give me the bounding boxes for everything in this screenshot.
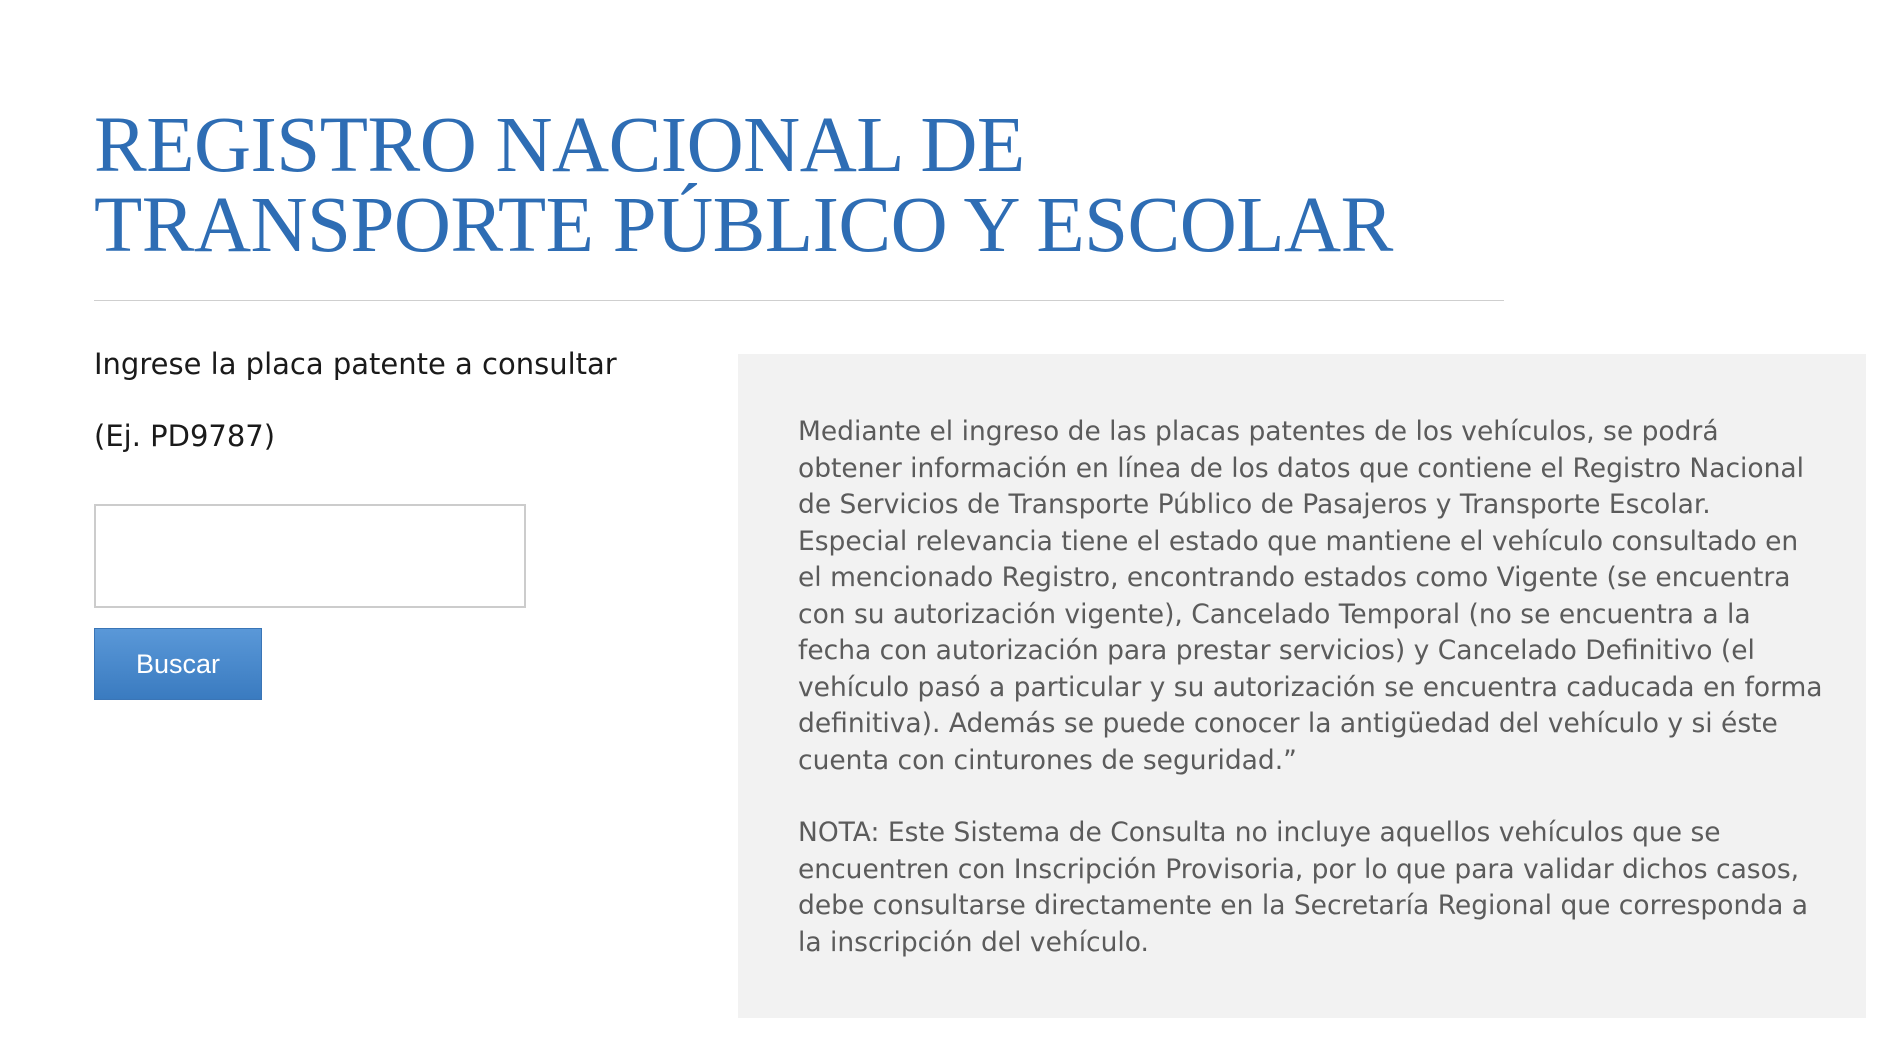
plate-input[interactable] xyxy=(94,504,526,608)
page-title-line-1: REGISTRO NACIONAL DE xyxy=(94,102,1025,189)
search-form xyxy=(94,344,714,679)
plate-example-hint: (Ej. PD9787) xyxy=(94,419,276,453)
info-description: Mediante el ingreso de las placas patentes de los vehículos, se podrá obtener información en línea de los datos que contiene el Registro Nacional de Servicios de Transporte Público de Pasajeros y Transporte Escolar. Especial relevancia tiene el estado que mantiene el vehículo consultado en el mencionado Registro, encontrando estados como Vigente (se encuentra con su autorización vigente), Cancelado Temporal (no se encuentra a la fecha con autorización para prestar servicios) y Cancelado Definitivo (el vehículo pasó a particular y su autorización se encuentra caducada en forma definitiva). Además se puede conocer la antigüedad del vehículo y si éste cuenta con cinturones de seguridad.” xyxy=(798,416,1823,776)
search-button[interactable]: Buscar xyxy=(94,628,262,700)
page-title-line-2: TRANSPORTE PÚBLICO Y ESCOLAR xyxy=(94,182,1393,269)
info-note: NOTA: Este Sistema de Consulta no incluye aquellos vehículos que se encuentren con Inscripción Provisoria, por lo que para validar dichos casos, debe consultarse directamente en la Secretaría Regional que corresponda a la inscripción del vehículo. xyxy=(798,817,1808,958)
page-title xyxy=(94,102,1514,269)
title-divider xyxy=(94,300,1504,301)
info-panel xyxy=(738,354,1866,1018)
plate-search-label: Ingrese la placa patente a consultar xyxy=(94,347,617,381)
